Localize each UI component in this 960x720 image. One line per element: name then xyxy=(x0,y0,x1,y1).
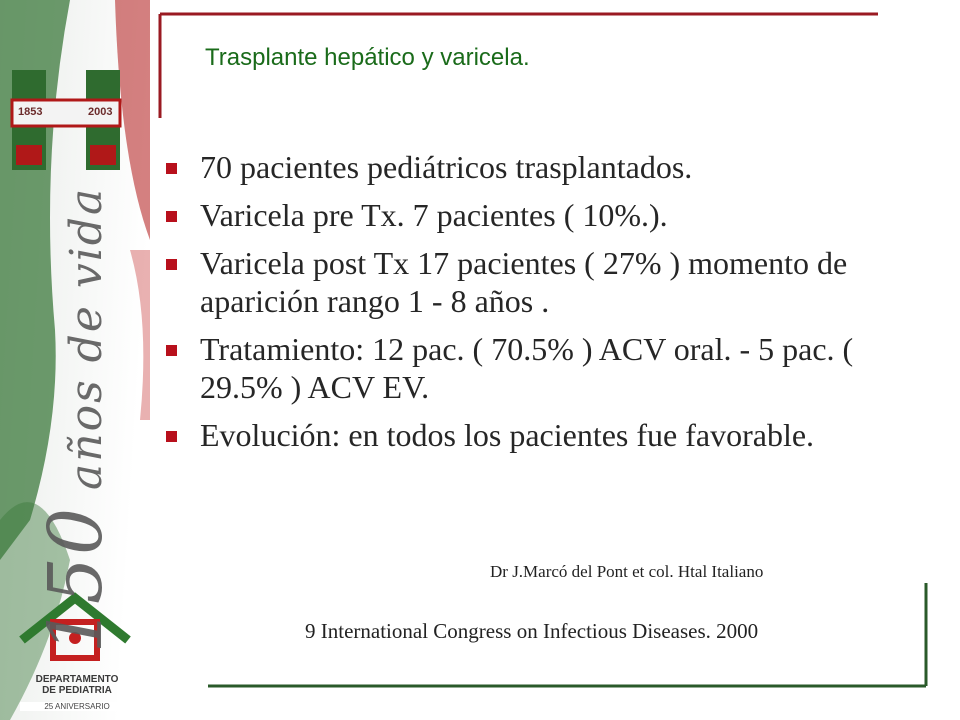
department-anniversary: 25 ANIVERSARIO xyxy=(20,702,134,711)
sidebar-branding xyxy=(0,0,150,720)
bullet-item xyxy=(160,196,920,234)
anniversary-number: 150 xyxy=(33,505,119,654)
bullet-item xyxy=(160,148,920,186)
anniversary-vertical-text xyxy=(33,187,119,653)
bullet-text: Evolución: en todos los pacientes fue favorable. xyxy=(200,417,815,453)
bullet-text: Varicela post Tx 17 pacientes ( 27% ) momento de aparición rango 1 - 8 años . xyxy=(200,245,848,319)
congress-citation: 9 International Congress on Infectious Diseases. 2000 xyxy=(305,619,759,643)
department-line-2: DE PEDIATRIA xyxy=(42,685,112,696)
bullet-text: 70 pacientes pediátricos trasplantados. xyxy=(200,149,693,185)
bullet-list xyxy=(160,148,920,464)
bullet-text: Varicela pre Tx. 7 pacientes ( 10%.). xyxy=(200,197,668,233)
anniversary-words: años de vida xyxy=(61,186,112,490)
year-end: 2003 xyxy=(88,106,113,118)
slide-title: Trasplante hepático y varicela. xyxy=(205,44,530,71)
bullet-square-icon xyxy=(166,163,177,174)
bullet-square-icon xyxy=(166,431,177,442)
bullet-item xyxy=(160,330,920,406)
bullet-square-icon xyxy=(166,211,177,222)
bullet-square-icon xyxy=(166,259,177,270)
year-start: 1853 xyxy=(18,106,43,118)
bullet-text: Tratamiento: 12 pac. ( 70.5% ) ACV oral. - 5 pac. ( 29.5% ) ACV EV. xyxy=(200,331,854,405)
bullet-item xyxy=(160,244,920,320)
author-credit: Dr J.Marcó del Pont et col. Htal Italiano xyxy=(490,562,764,581)
bullet-square-icon xyxy=(166,345,177,356)
department-line-1: DEPARTAMENTO xyxy=(35,674,119,685)
bullet-item xyxy=(160,416,920,454)
